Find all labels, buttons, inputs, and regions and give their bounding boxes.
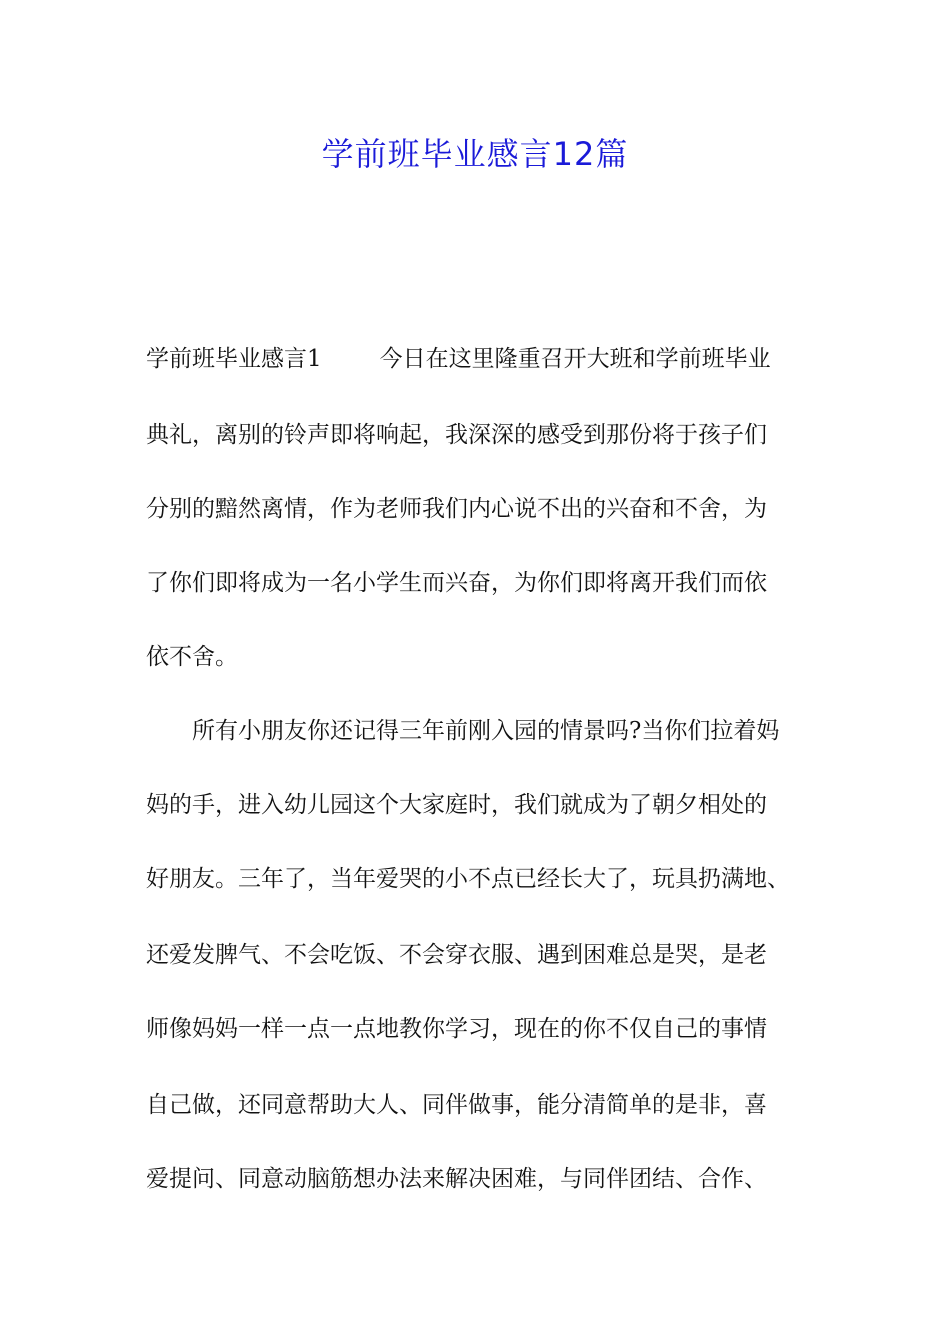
paragraph-line: 还爱发脾气、不会吃饭、不会穿衣服、遇到困难总是哭，是老 — [146, 942, 767, 968]
paragraph-line: 好朋友。三年了，当年爱哭的小不点已经长大了，玩具扔满地、 — [146, 866, 790, 892]
paragraph-line: 所有小朋友你还记得三年前刚入园的情景吗?当你们拉着妈 — [192, 718, 780, 744]
paragraph-line: 分别的黯然离情，作为老师我们内心说不出的兴奋和不舍，为 — [146, 496, 767, 522]
paragraph-line: 了你们即将成为一名小学生而兴奋，为你们即将离开我们而依 — [146, 570, 767, 596]
document-title: 学前班毕业感言12篇 — [321, 135, 629, 173]
line-text: 今日在这里隆重召开大班和学前班毕业 — [379, 346, 771, 372]
paragraph-line: 依不舍。 — [146, 644, 238, 670]
paragraph-line: 自己做，还同意帮助大人、同伴做事，能分清简单的是非，喜 — [146, 1092, 767, 1118]
paragraph-line: 妈的手，进入幼儿园这个大家庭时，我们就成为了朝夕相处的 — [146, 792, 767, 818]
paragraph-line: 爱提问、同意动脑筋想办法来解决困难，与同伴团结、合作、 — [146, 1166, 767, 1192]
paragraph-line: 典礼，离别的铃声即将响起，我深深的感受到那份将于孩子们 — [146, 422, 767, 448]
section-label: 学前班毕业感言1 — [146, 346, 322, 372]
paragraph-line — [146, 344, 816, 374]
paragraph-line: 师像妈妈一样一点一点地教你学习，现在的你不仅自己的事情 — [146, 1016, 767, 1042]
